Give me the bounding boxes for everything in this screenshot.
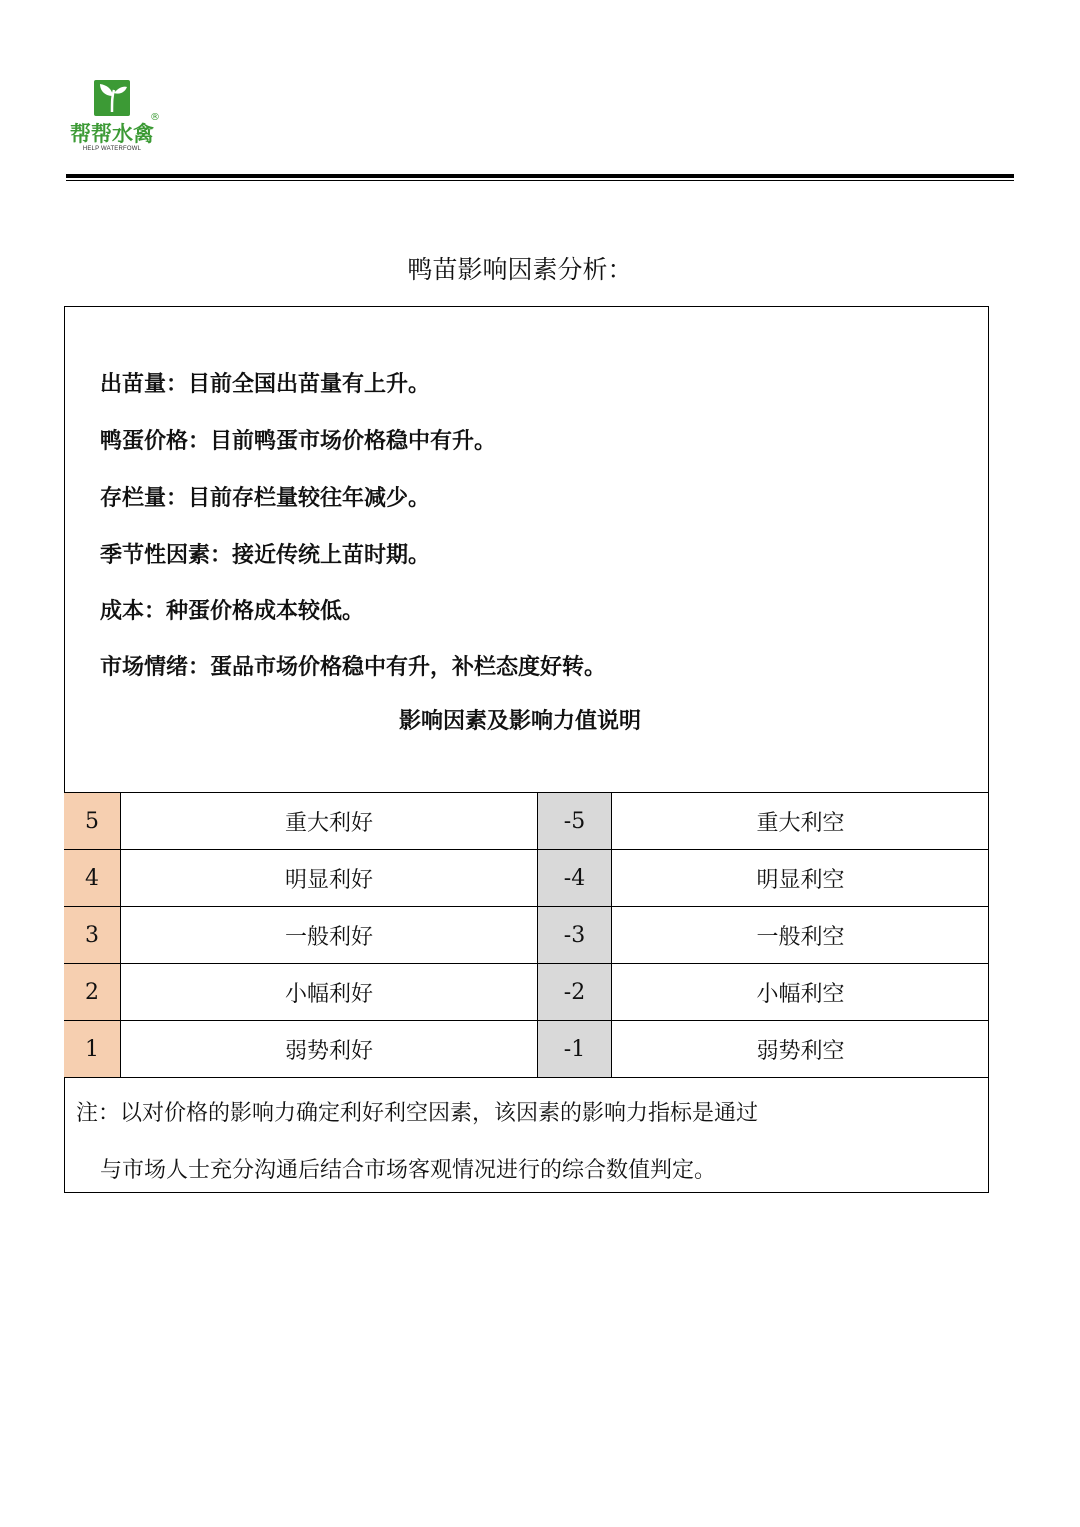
table-row <box>64 850 989 907</box>
positive-label-cell: 明显利好 <box>121 850 538 907</box>
positive-label-cell: 小幅利好 <box>121 964 538 1021</box>
factor-market-sentiment: 市场情绪：蛋品市场价格稳中有升，补栏态度好转。 <box>100 655 607 680</box>
positive-value-cell: 4 <box>64 850 121 907</box>
factor-cost: 成本：种蛋价格成本较低。 <box>100 599 365 624</box>
table-row <box>64 1021 989 1078</box>
positive-value-cell: 1 <box>64 1021 121 1078</box>
negative-value-cell: -2 <box>538 964 612 1021</box>
factor-inventory: 存栏量：目前存栏量较往年减少。 <box>100 486 431 511</box>
negative-value-cell: -5 <box>538 793 612 850</box>
table-row <box>64 793 989 850</box>
negative-label-cell: 明显利空 <box>612 850 990 907</box>
note-line-2: 与市场人士充分沟通后结合市场客观情况进行的综合数值判定。 <box>100 1158 717 1183</box>
negative-label-cell: 弱势利空 <box>612 1021 990 1078</box>
note-line-1: 注：以对价格的影响力确定利好利空因素，该因素的影响力指标是通过 <box>76 1101 759 1126</box>
factor-seasonal: 季节性因素：接近传统上苗时期。 <box>100 543 431 568</box>
table-row <box>64 907 989 964</box>
negative-value-cell: -3 <box>538 907 612 964</box>
positive-value-cell: 5 <box>64 793 121 850</box>
green-sprout-leaf-icon <box>94 80 130 116</box>
negative-value-cell: -4 <box>538 850 612 907</box>
brand-name-en: HELP WATERFOWL <box>82 146 142 152</box>
page-title: 鸭苗影响因素分析： <box>407 255 633 284</box>
positive-value-cell: 3 <box>64 907 121 964</box>
table-heading: 影响因素及影响力值说明 <box>398 709 641 734</box>
positive-label-cell: 弱势利好 <box>121 1021 538 1078</box>
negative-label-cell: 一般利空 <box>612 907 990 964</box>
negative-label-cell: 小幅利空 <box>612 964 990 1021</box>
registered-mark: ® <box>150 112 160 123</box>
factor-seedling-output: 出苗量：目前全国出苗量有上升。 <box>100 372 431 397</box>
brand-logo <box>64 80 164 162</box>
header-rule-thin <box>66 180 1014 181</box>
negative-label-cell: 重大利空 <box>612 793 990 850</box>
negative-value-cell: -1 <box>538 1021 612 1078</box>
brand-name: 帮帮水禽 <box>70 122 154 146</box>
table-row <box>64 964 989 1021</box>
header-rule-thick <box>66 174 1014 178</box>
positive-value-cell: 2 <box>64 964 121 1021</box>
influence-value-table <box>64 792 989 1078</box>
factor-duck-egg-price: 鸭蛋价格：目前鸭蛋市场价格稳中有升。 <box>100 429 497 454</box>
positive-label-cell: 一般利好 <box>121 907 538 964</box>
positive-label-cell: 重大利好 <box>121 793 538 850</box>
